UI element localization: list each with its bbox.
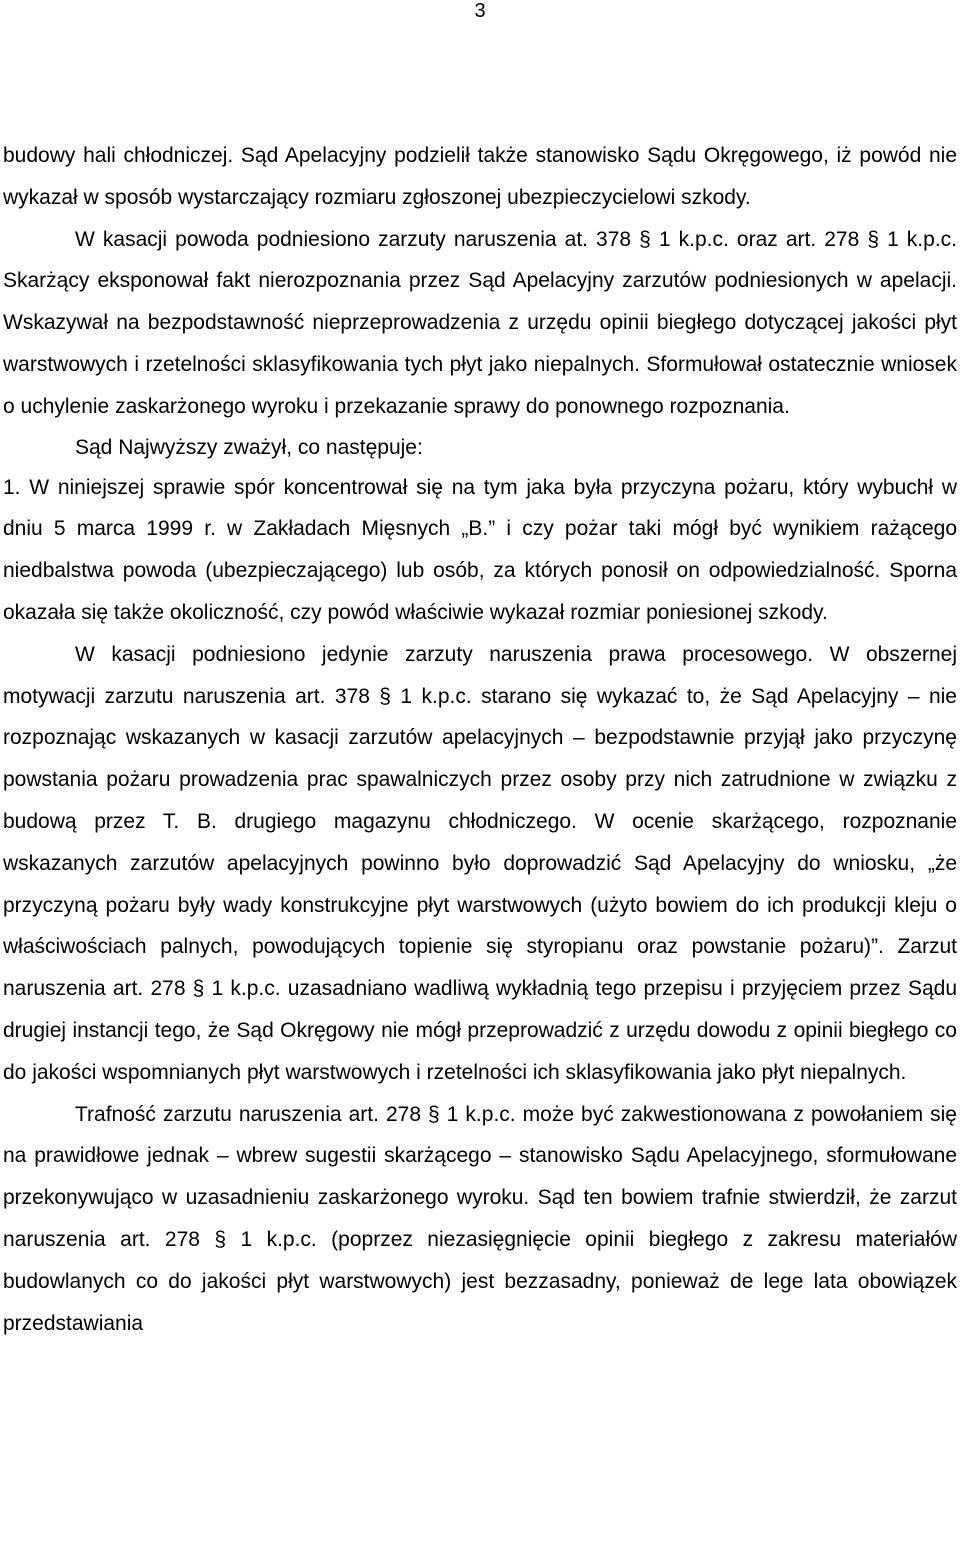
paragraph-4: 1. W niniejszej sprawie spór koncentrował się na tym jaka była przyczyna pożaru, który wybuchł w dniu 5 marca 1999 r. w Zakładach Mięsnych „B.” i czy pożar taki mógł być wynikiem rażącego niedbalstwa powoda (ubezpieczającego) lub osób, za których ponosił on odpowiedzialność. Sporna okazała się także okoliczność, czy powód właściwie wykazał rozmiar poniesionej szkody. [3,475,957,624]
page-number: 3 [474,0,486,22]
paragraph-3-heading: Sąd Najwyższy zważył, co następuje: [75,435,423,459]
paragraph-2: W kasacji powoda podniesiono zarzuty naruszenia at. 378 § 1 k.p.c. oraz art. 278 § 1 k.p.c. Skarżący eksponował fakt nierozpoznania przez Sąd Apelacyjny zarzutów podniesionych w apelacji. Wskazywał na bezpodstawność nieprzeprowadzenia z urzędu opinii biegłego dotyczącej jakości płyt warstwowych i rzetelności sklasyfikowania tych płyt jako niepalnych. Sformułował ostatecznie wniosek o uchylenie zaskarżonego wyroku i przekazanie sprawy do ponownego rozpoznania. [3,227,957,418]
paragraph-5: W kasacji podniesiono jedynie zarzuty naruszenia prawa procesowego. W obszernej motywacji zarzutu naruszenia art. 378 § 1 k.p.c. starano się wykazać to, że Sąd Apelacyjny – nie rozpoznając wskazanych w kasacji zarzutów apelacyjnych – bezpodstawnie przyjął jako przyczynę powstania pożaru prowadzenia prac spawalniczych przez osoby przy nich zatrudnione w związku z budową przez T. B. drugiego magazynu chłodniczego. W ocenie skarżącego, rozpoznanie wskazanych zarzutów apelacyjnych powinno było doprowadzić Sąd Apelacyjny do wniosku, „że przyczyną pożaru były wady konstrukcyjne płyt warstwowych (użyto bowiem do ich produkcji kleju o właściwościach palnych, powodujących topienie się styropianu oraz powstanie pożaru)”. Zarzut naruszenia art. 278 § 1 k.p.c. uzasadniano wadliwą wykładnią tego przepisu i przyjęciem przez Sądu drugiej instancji tego, że Sąd Okręgowy nie mógł przeprowadzić z urzędu dowodu z opinii biegłego co do jakości wspomnianych płyt warstwowych i rzetelności ich sklasyfikowania jako płyt niepalnych. [3,642,957,1084]
document-body [3,135,957,1344]
paragraph-6: Trafność zarzutu naruszenia art. 278 § 1 k.p.c. może być zakwestionowana z powołaniem się na prawidłowe jednak – wbrew sugestii skarżącego – stanowisko Sądu Apelacyjnego, sformułowane przekonywująco w uzasadnieniu zaskarżonego wyroku. Sąd ten bowiem trafnie stwierdził, że zarzut naruszenia art. 278 § 1 k.p.c. (poprzez niezasięgnięcie opinii biegłego z zakresu materiałów budowlanych co do jakości płyt warstwowych) jest bezzasadny, ponieważ de lege lata obowiązek przedstawiania [3,1102,957,1335]
paragraph-1: budowy hali chłodniczej. Sąd Apelacyjny podzielił także stanowisko Sądu Okręgowego, iż powód nie wykazał w sposób wystarczający rozmiaru zgłoszonej ubezpieczycielowi szkody. [3,144,957,209]
